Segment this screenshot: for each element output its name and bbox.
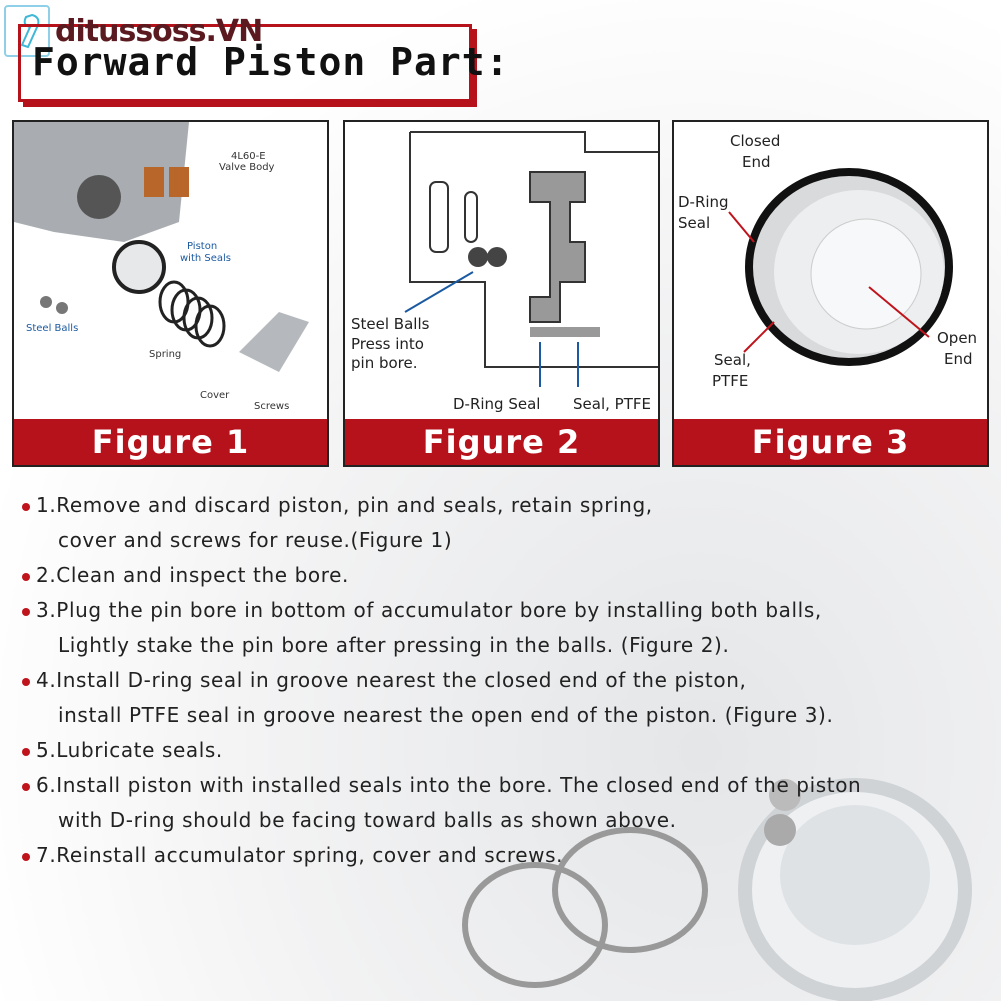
label-screws: Screws (254, 401, 290, 412)
page-title: Forward Piston Part: (32, 40, 510, 84)
step-item (22, 768, 861, 803)
step-item (22, 593, 861, 628)
bullet-icon (22, 503, 30, 511)
step-item (22, 663, 861, 698)
step-text: 3.Plug the pin bore in bottom of accumulator bore by installing both balls, (36, 598, 822, 622)
label-spring: Spring (149, 349, 182, 360)
label-piston: Piston (187, 241, 218, 252)
label-d-ring-seal: D-Ring (678, 193, 729, 211)
figure-3-caption: Figure 3 (674, 419, 987, 465)
step-text-cont: install PTFE seal in groove nearest the open end of the piston. (Figure 3). (58, 703, 834, 727)
bullet-icon (22, 573, 30, 581)
bullet-icon (22, 853, 30, 861)
label-steel-balls: Steel Balls (351, 315, 430, 333)
cross-section-diagram (345, 122, 658, 422)
step-item (22, 488, 861, 523)
label-valve-body: Valve Body (219, 162, 275, 173)
step-text-cont: cover and screws for reuse.(Figure 1) (58, 528, 453, 552)
step-text: 1.Remove and discard piston, pin and seals, retain spring, (36, 493, 653, 517)
figure-2 (343, 120, 660, 467)
step-text-cont: with D-ring should be facing toward balls as shown above. (58, 808, 677, 832)
label-ptfe-seal: PTFE (712, 372, 749, 390)
label-d-ring-seal: Seal (678, 214, 711, 232)
label-valve-body: 4L60-E (231, 151, 266, 162)
step-item (22, 558, 861, 593)
label-d-ring-seal: D-Ring Seal (453, 395, 541, 413)
step-text: 4.Install D-ring seal in groove nearest the closed end of the piston, (36, 668, 747, 692)
bullet-icon (22, 748, 30, 756)
label-open-end: Open (937, 329, 978, 347)
label-press: pin bore. (351, 354, 418, 372)
brand-watermark: ditussoss.VN (55, 14, 263, 49)
step-text: 6.Install piston with installed seals into the bore. The closed end of the piston (36, 773, 862, 797)
figure-3 (672, 120, 989, 467)
step-text: 7.Reinstall accumulator spring, cover and screws. (36, 843, 564, 867)
step-item (22, 733, 861, 768)
label-ptfe-seal: Seal, (714, 351, 751, 369)
instruction-list (22, 488, 861, 873)
label-closed-end: Closed (730, 132, 781, 150)
figure-1-caption: Figure 1 (14, 419, 327, 465)
label-ptfe-seal: Seal, PTFE (573, 395, 651, 413)
step-text-cont: Lightly stake the pin bore after pressing in the balls. (Figure 2). (58, 633, 730, 657)
label-cover: Cover (200, 390, 230, 401)
step-item (22, 838, 861, 873)
label-press: Press into (351, 335, 424, 353)
bullet-icon (22, 783, 30, 791)
label-steel-balls: Steel Balls (26, 323, 79, 334)
bullet-icon (22, 678, 30, 686)
label-piston: with Seals (180, 253, 232, 264)
valve-body-illustration (14, 122, 327, 422)
figure-1 (12, 120, 329, 467)
label-closed-end: End (742, 153, 771, 171)
step-text: 2.Clean and inspect the bore. (36, 563, 349, 587)
bullet-icon (22, 608, 30, 616)
label-open-end: End (944, 350, 973, 368)
figure-2-caption: Figure 2 (345, 419, 658, 465)
step-text: 5.Lubricate seals. (36, 738, 223, 762)
